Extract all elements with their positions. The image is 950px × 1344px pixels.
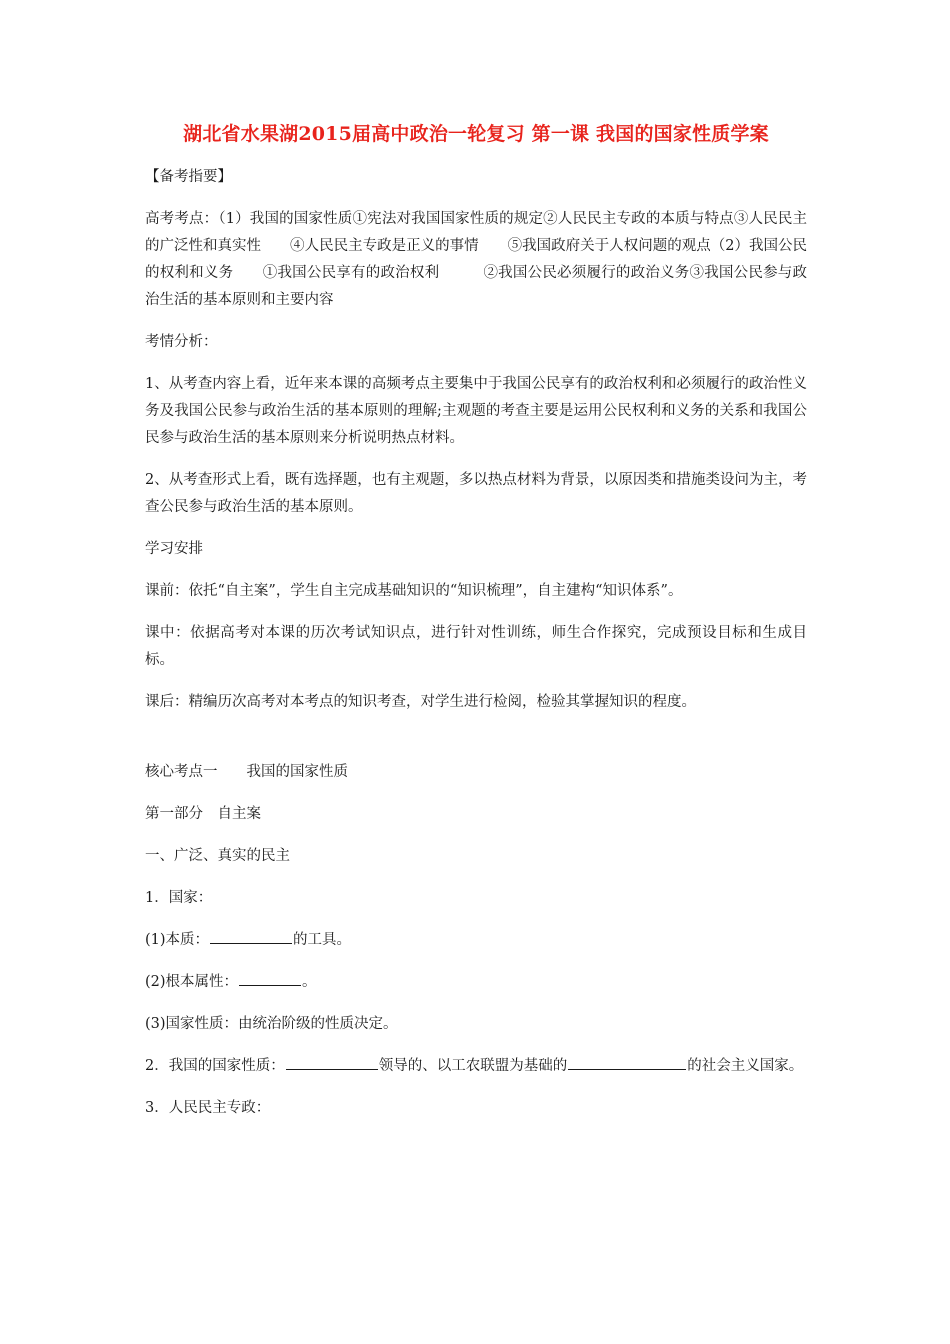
core-point-heading: 核心考点一 我国的国家性质 — [145, 764, 348, 780]
analysis-paragraph-2: 2、从考查形式上看，既有选择题，也有主观题，多以热点材料为背景，以原因类和措施类设问为主，考查公民参与政治生活的基本原则。 — [145, 472, 807, 515]
fill-blank[interactable] — [239, 969, 301, 986]
item-2-label: 2．我国的国家性质： — [145, 1058, 285, 1074]
analysis-paragraph-1: 1、从考查内容上看，近年来本课的高频考点主要集中于我国公民享有的政治权利和必须履行的政治性义务及我国公民参与政治生活的基本原则的理解;主观题的考查主要是运用公民权利和义务的关系和我国公民参与政治生活的基本原则来分析说明热点材料。 — [145, 376, 807, 446]
study-after-paragraph: 课后：精编历次高考对本考点的知识考查，对学生进行检阅，检验其掌握知识的程度。 — [145, 694, 696, 710]
item-1-1-suffix: 的工具。 — [293, 932, 352, 948]
study-during-paragraph: 课中：依据高考对本课的历次考试知识点，进行针对性训练，师生合作探究，完成预设目标和生成目标。 — [145, 625, 807, 668]
guide-heading: 【备考指要】 — [145, 169, 232, 185]
item-1-1 — [145, 927, 807, 954]
fill-blank[interactable] — [210, 927, 292, 944]
item-3: 3．人民民主专政： — [145, 1100, 271, 1116]
section-one-heading: 一、广泛、真实的民主 — [145, 848, 290, 864]
item-1-2 — [145, 969, 807, 996]
item-1-2-label: (2)根本属性： — [145, 974, 239, 990]
fill-blank[interactable] — [568, 1053, 686, 1070]
document-title: 湖北省水果湖2015届高中政治一轮复习 第一课 我国的国家性质学案 — [183, 123, 769, 145]
item-2-suffix: 的社会主义国家。 — [687, 1058, 804, 1074]
item-1-1-label: (1)本质： — [145, 932, 210, 948]
analysis-heading: 考情分析： — [145, 334, 218, 350]
item-2 — [145, 1053, 807, 1080]
item-1-2-suffix: 。 — [302, 974, 317, 990]
section-spacer — [145, 731, 807, 759]
study-heading: 学习安排 — [145, 541, 203, 557]
part-one-heading: 第一部分 自主案 — [145, 806, 261, 822]
item-1-3: (3)国家性质：由统治阶级的性质决定。 — [145, 1016, 398, 1032]
item-2-middle: 领导的、以工农联盟为基础的 — [378, 1058, 568, 1074]
document-body — [145, 122, 807, 1137]
item-1: 1．国家： — [145, 890, 213, 906]
study-before-paragraph: 课前：依托“自主案”，学生自主完成基础知识的“知识梳理”，自主建构“知识体系”。 — [145, 583, 683, 599]
exam-points-paragraph: 高考考点：（1）我国的国家性质①宪法对我国国家性质的规定②人民民主专政的本质与特点③人民民主的广泛性和真实性 ④人民民主专政是正义的事情 ⑤我国政府关于人权问题的观点（2）我国公民的权利和义务 ①我国公民享有的政治权利 ②我国公民必须履行的政治义务③我国公民参与政治生活的基本原则和主要内容 — [145, 211, 807, 308]
fill-blank[interactable] — [286, 1053, 378, 1070]
